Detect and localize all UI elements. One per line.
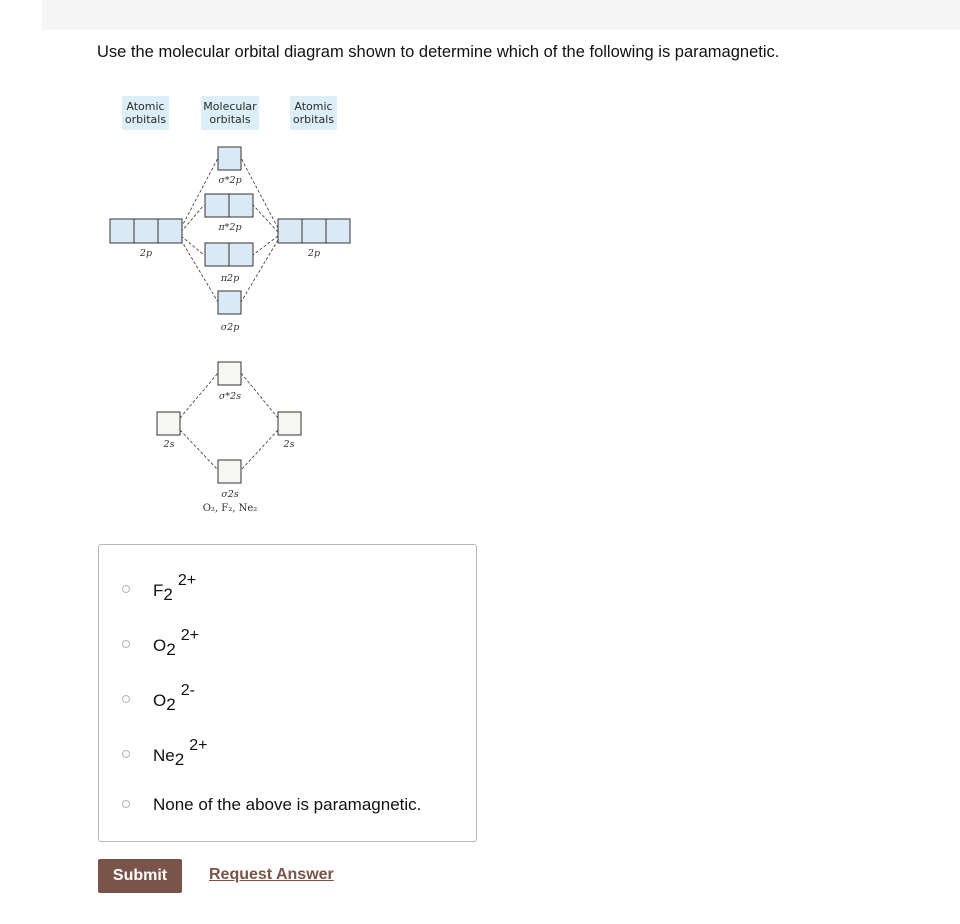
sigma-star-2p-label: σ*2p xyxy=(218,175,242,186)
header-left-line2: orbitals xyxy=(124,113,167,126)
left-2p-label: 2p xyxy=(139,248,153,259)
left-2s-box xyxy=(157,412,180,435)
pi-2p-boxes xyxy=(205,243,253,266)
correlation-lines-2s xyxy=(180,373,278,470)
submit-button[interactable]: Submit xyxy=(98,859,182,893)
radio-button[interactable] xyxy=(122,640,130,648)
radio-button[interactable] xyxy=(122,585,130,593)
option-superscript: 2+ xyxy=(177,572,197,589)
option-o2-2minus[interactable] xyxy=(99,682,476,715)
header-right-line1: Atomic xyxy=(294,100,333,113)
right-2p-label: 2p xyxy=(307,248,321,259)
option-f2-2plus[interactable] xyxy=(99,572,476,605)
pi-star-2p-label: π*2p xyxy=(218,222,242,233)
option-subscript: 2 xyxy=(163,585,173,604)
option-base: O xyxy=(153,691,167,710)
option-ne2-2plus[interactable] xyxy=(99,737,476,770)
radio-button[interactable] xyxy=(122,695,130,703)
option-superscript: 2- xyxy=(180,682,195,699)
mo-diagram xyxy=(0,0,480,530)
header-mid-line1: Molecular xyxy=(203,100,257,113)
option-subscript: 2 xyxy=(166,640,176,659)
sigma-star-2p-box xyxy=(218,147,241,170)
left-2s-label: 2s xyxy=(163,439,175,450)
option-o2-2plus[interactable] xyxy=(99,627,476,660)
option-superscript: 2+ xyxy=(189,737,208,754)
radio-button[interactable] xyxy=(122,800,130,808)
right-2s-label: 2s xyxy=(283,439,295,450)
request-answer-link[interactable]: Request Answer xyxy=(209,866,334,883)
header-left-line1: Atomic xyxy=(126,100,165,113)
sigma-2p-box xyxy=(218,291,241,314)
option-base: F xyxy=(153,581,164,600)
radio-button[interactable] xyxy=(122,750,130,758)
pi-star-2p-boxes xyxy=(205,194,253,217)
sigma-2s-box xyxy=(218,460,241,483)
option-base: O xyxy=(153,636,167,655)
option-none-paramagnetic[interactable] xyxy=(99,790,476,820)
right-2p-boxes xyxy=(278,219,350,243)
sigma-star-2s-box xyxy=(218,362,241,385)
pi-2p-label: π2p xyxy=(220,273,240,284)
option-subscript: 2 xyxy=(174,750,185,769)
left-2p-boxes xyxy=(110,219,182,243)
question-text: Use the molecular orbital diagram shown to determine which of the following is paramagnetic. xyxy=(97,43,780,61)
option-base: Ne xyxy=(153,746,175,765)
header-right-line2: orbitals xyxy=(292,113,335,126)
sigma-2s-label: σ2s xyxy=(221,489,239,500)
option-subscript: 2 xyxy=(166,695,176,714)
sigma-star-2s-label: σ*2s xyxy=(218,391,242,402)
right-2s-box xyxy=(278,412,301,435)
answer-options-box xyxy=(98,544,477,842)
header-mid-line2: orbitals xyxy=(209,113,251,126)
sigma-2p-label: σ2p xyxy=(220,322,240,333)
diagram-caption: O₂, F₂, Ne₂ xyxy=(202,503,258,514)
option-base: None of the above is paramagnetic. xyxy=(153,795,422,814)
option-superscript: 2+ xyxy=(180,627,199,644)
